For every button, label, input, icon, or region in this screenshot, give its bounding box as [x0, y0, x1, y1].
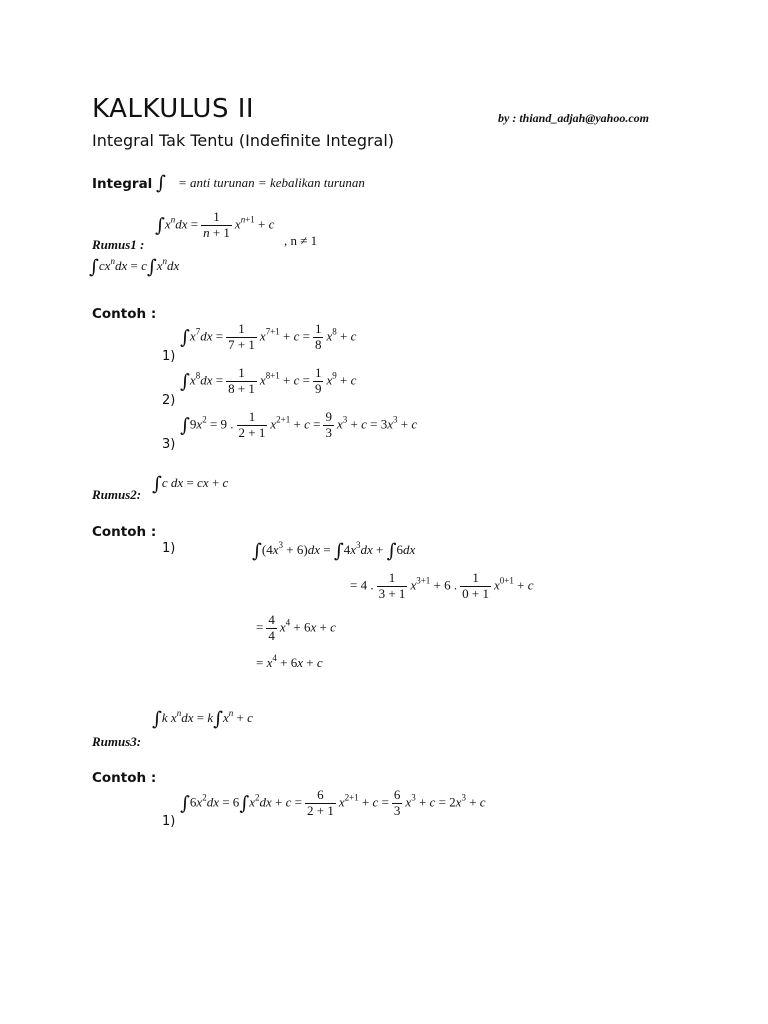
- contoh-label-3: Contoh :: [92, 770, 157, 786]
- contoh2-example-number: 1): [162, 541, 176, 556]
- rumus2-formula: ∫c dx = cx + c: [152, 473, 229, 495]
- rumus1-label: Rumus1 :: [92, 237, 145, 252]
- contoh2-line-3: = $\frac{4}{4}$ $x^4 + 6x + c$: [256, 612, 336, 643]
- contoh-label-1: Contoh :: [92, 306, 157, 322]
- rumus1-condition: , n ≠ 1: [284, 233, 318, 248]
- example-1-number: 1): [162, 349, 176, 364]
- example-2-number: 2): [162, 393, 176, 408]
- rumus1-formula: $\int x^ndx$ = $\frac{1}{n + 1}$ $x^{n+1} + c$: [155, 209, 275, 240]
- rumus1-constant-rule: $\int cx^ndx = c\int x^ndx$: [89, 256, 180, 278]
- integral-label: Integral: [92, 176, 153, 192]
- contoh3-example-number: 1): [162, 814, 176, 829]
- contoh-label-2: Contoh :: [92, 524, 157, 540]
- rumus3-label: Rumus3:: [92, 734, 142, 749]
- rumus3-formula: ∫k $x^ndx = k\int x^n + c$: [152, 708, 253, 730]
- example-2-formula: $\int x^8dx$ = $\frac{1}{8 + 1}$ $x^{8+1} + c$ = $\frac{1}{9}$ $x^9 + c$: [180, 365, 357, 396]
- author-credit: by : thiand_adjah@yahoo.com: [498, 111, 649, 125]
- document-title: KALKULUS II: [92, 94, 255, 124]
- example-1-formula: $\int x^7dx$ = $\frac{1}{7 + 1}$ $x^{7+1} + c$ = $\frac{1}{8}$ $x^8 + c$: [180, 321, 357, 352]
- contoh3-formula: $\int 6x^2dx = 6\int x^2dx + c$ = $\frac{6}{2 + 1}$ $x^{2+1} + c$ = $\frac{6}{3}$ $x^3 + c = 2x^3 + c$: [180, 787, 486, 818]
- contoh2-line-4: = $x^4 + 6x + c$: [256, 653, 323, 670]
- rumus2-label: Rumus2:: [92, 487, 142, 502]
- document-subtitle: Integral Tak Tentu (Indefinite Integral): [92, 131, 395, 150]
- contoh2-line-2: = 4 . $\frac{1}{3 + 1}$ $x^{3+1} + 6$ . $\frac{1}{0 + 1}$ $x^{0+1} + c$: [350, 570, 534, 601]
- contoh2-line-1: $\int(4x^3 + 6)dx = \int 4x^3dx + \int 6dx$: [252, 540, 416, 562]
- example-3-formula: $\int 9x^2 = 9$ . $\frac{1}{2 + 1}$ $x^{2+1} + c$ = $\frac{9}{3}$ $x^3 + c = 3x^3 + c$: [180, 409, 418, 440]
- example-3-number: 3): [162, 437, 176, 452]
- integral-definition: = anti turunan = kebalikan turunan: [178, 175, 365, 190]
- integral-sign-symbol: ∫: [156, 172, 166, 194]
